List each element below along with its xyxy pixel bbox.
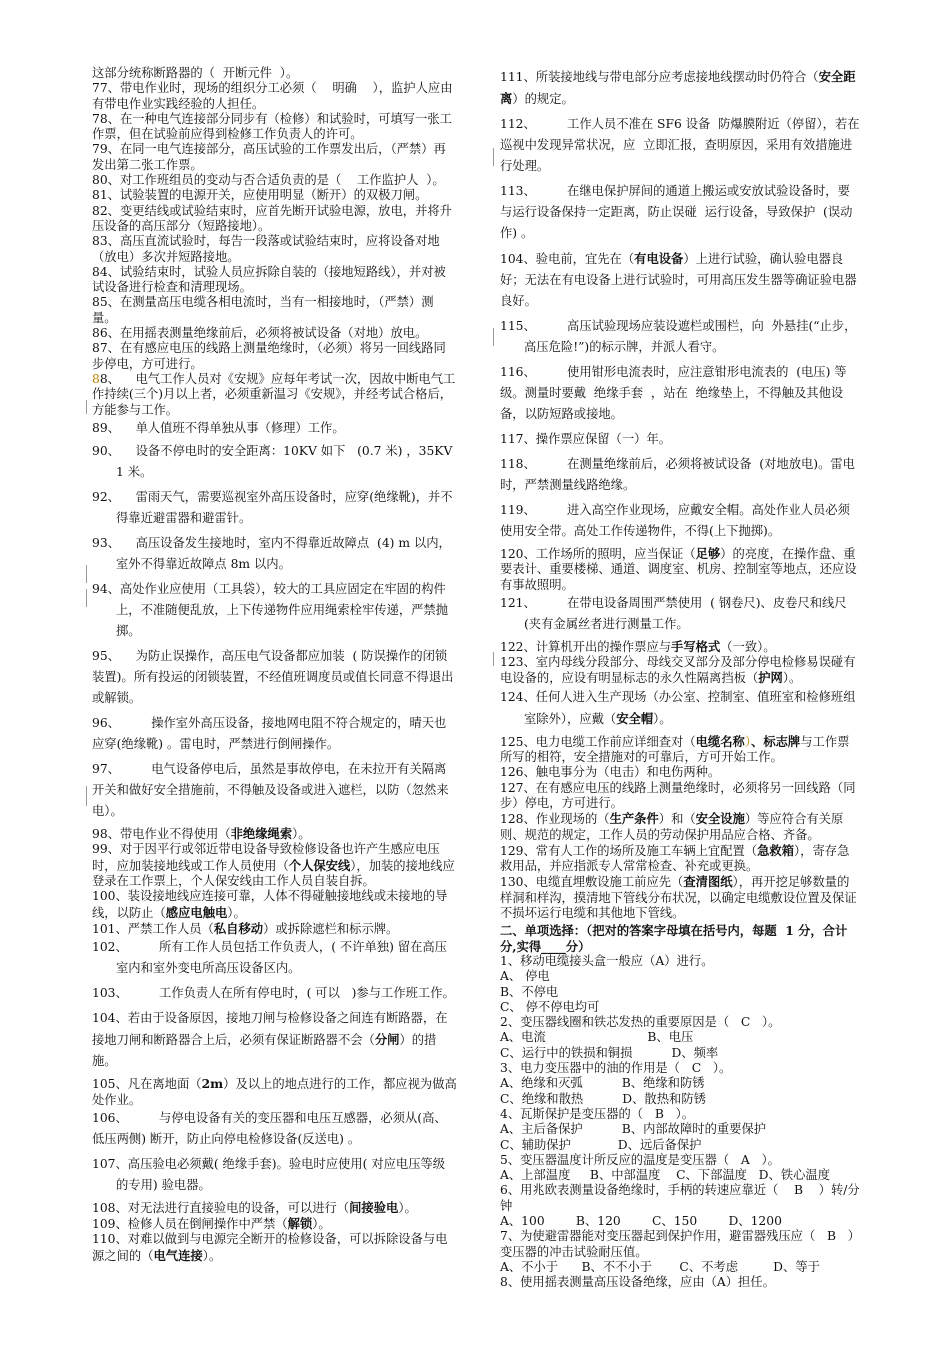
margin-mark [86, 589, 87, 607]
question-item: 119、 进入高空作业现场，应戴安全帽。高处作业人员必须使用安全带。高处工作传递物件，不得(上下抛掷)。 [500, 503, 850, 538]
question-item: 108、对无法进行直接验电的设备，可以进行（间接验电）。 [92, 1199, 417, 1215]
section-heading: 二、单项选择：（把对的答案字母填在括号内，每题 1 分，合计 分,实得____分） [500, 923, 873, 954]
option-line: C、 停不停电均可 [500, 999, 600, 1014]
question-item: 77、带电作业时，现场的组织分工必须（ 明确 ），监护人应由有带电作业实践经验的人担任。 [92, 81, 453, 111]
question-item: 126、触电事分为（电击）和电伤两种。 [500, 765, 721, 780]
question-item: 78、在一种电气连接部分同步有（检修）和试验时，可填写一张工作票，但在试验前应得到检修工作负责人的许可。 [92, 111, 452, 142]
question-item: 125、电力电缆工作前应详细查对（电缆名称）、标志牌与工作票所写的相符，安全措施对的可靠后，方可开始工作。 [500, 733, 850, 765]
question-item: 122、计算机开出的操作票应与手写格式（一致）。 [500, 638, 776, 654]
question-item: 100、装设接地线应连接可靠，人体不得碰触接地线或未接地的导线，以防止（感应电触电）。 [92, 889, 448, 920]
question-item: 115、 高压试验现场应装设遮栏或围栏，向 外悬挂(“止步，高压危险!”)的标示牌，并派人看守。 [500, 319, 857, 354]
question-item: 84、试验结束时，试验人员应拆除自装的（接地短路线），并对被试设备进行检查和清理现场。 [92, 264, 446, 295]
question-item: 6、用兆欧表测量设备绝缘时，手柄的转速应靠近（ B ）转/分钟 [500, 1183, 860, 1213]
question-item: 86、在用摇表测量绝缘前后，必须将被试设备（对地）放电。 [92, 326, 428, 341]
question-item: 112、 工作人员不准在 SF6 设备 防爆膜附近（停留），若在巡视中发现异常状况，应 立即汇报，查明原因，采用有效措施进行处理。 [500, 117, 860, 173]
question-item: 95、 为防止误操作，高压电气设备都应加装 ( 防误操作的闭锁装置)。所有投运的闭锁装置，不经值班调度员或值长同意不得退出或解锁。 [92, 649, 454, 706]
question-item: 97、 电气设备停电后，虽然是事故停电，在未拉开有关隔离开关和做好安全措施前，不得触及设备或进入遮栏，以防（忽然来电）。 [92, 762, 449, 819]
question-item: 104、验电前，宜先在（有电设备）上进行试验，确认验电器良好；无法在有电设备上进行试验时，可用高压发生器等确证验电器良好。 [500, 251, 857, 308]
question-item: 7、为使避雷器能对变压器起到保护作用，避雷器残压应（ B ）变压器的冲击试验耐压值。 [500, 1229, 854, 1259]
question-item: 118、 在测量绝缘前后，必须将被试设备 (对地放电)。雷电时，严禁测量线路绝缘。 [500, 457, 855, 492]
question-item: 81、试验装置的电源开关，应使用明显（断开）的双极刀闸。 [92, 188, 428, 203]
question-item: 120、工作场所的照明，应当保证（足够）的亮度，在操作盘、重要表计、重要楼梯、通道、调度室、机房、控制室等地点，还应设有事故照明。 [500, 546, 857, 592]
right-column [500, 66, 873, 1290]
option-line: C、运行中的铁损和铜损 D、频率 [500, 1045, 719, 1060]
question-item: 102、 所有工作人员包括工作负责人，( 不许单独) 留在高压室内和室外变电所高压设备区内。 [92, 940, 447, 976]
margin-mark [493, 652, 494, 666]
question-item: 93、 高压设备发生接地时，室内不得靠近故障点 (4) m 以内，室外不得靠近故障点 8m 以内。 [92, 536, 451, 572]
question-item: 129、常有人工作的场所及施工车辆上宜配置（急救箱），寄存急救用品，并应指派专人常常检查、补充或更换。 [500, 842, 850, 874]
question-item: 128、作业现场的（生产条件）和（安全设施）等应符合有关原则、规范的规定，工作人员的劳动保护用品应合格、齐备。 [500, 811, 844, 842]
option-line: A、电流 B、电压 [500, 1030, 694, 1045]
question-item: 8、使用摇表测量高压设备绝缘，应由（A）担任。 [500, 1275, 775, 1290]
question-item: 85、在测量高压电缆各相电流时，当有一相接地时，（严禁）测量。 [92, 295, 434, 325]
question-item: 92、 雷雨天气，需要巡视室外高压设备时，应穿(绝缘靴)，并不得靠近避雷器和避雷针。 [92, 490, 453, 526]
question-item: 124、任何人进入生产现场（办公室、控制室、值班室和检修班组室除外），应戴（安全帽）。 [500, 689, 856, 726]
question-item: 105、凡在离地面（2m）及以上的地点进行的工作，都应视为做高处作业。 [92, 1076, 457, 1107]
question-item: 2、变压器线圈和铁芯发热的重要原因是（ C ）。 [500, 1015, 781, 1030]
question-item: 107、高压验电必须戴( 绝缘手套)。验电时应使用( 对应电压等级的专用) 验电器。 [92, 1156, 446, 1192]
question-item: 这部分统称断路器的（ 开断元件 ）。 [92, 66, 299, 80]
option-line: A、绝缘和灭弧 B、绝缘和防锈 [500, 1076, 705, 1091]
option-line: A、上部温度 B、中部温度 C、下部温度 D、铁心温度 [500, 1168, 831, 1183]
question-item: 4、瓦斯保护是变压器的（ B ）。 [500, 1106, 695, 1121]
question-item: 80、对工作班组员的变动与否合适负责的是（ 工作监护人 ）。 [92, 173, 445, 188]
question-item: 121、 在带电设备周围严禁使用 ( 钢卷尺)、皮卷尺和线尺 (夹有金属丝者进行测量工作。 [500, 595, 851, 631]
question-item: 88、 电气工作人员对《安规》应每年考试一次，因故中断电气工作持续(三个)月以上者，必须重新温习《安规》，并经考试合格后，方能参与工作。 [92, 371, 456, 417]
question-item: 106、 与停电设备有关的变压器和电压互感器，必须从(高、低压两侧) 断开，防止向停电检修设备(反送电) 。 [92, 1110, 447, 1146]
margin-mark [493, 328, 494, 346]
question-item: 111、所装接地线与带电部分应考虑接地线摆动时仍符合（安全距离）的规定。 [500, 69, 856, 106]
question-item: 127、在有感应电压的线路上测量绝缘时，必须将另一回线路（同步）停电，方可进行。 [500, 780, 856, 810]
option-line: C、辅助保护 D、远后备保护 [500, 1137, 702, 1152]
question-item: 123、室内母线分段部分、母线交叉部分及部分停电检修易误碰有电设备的，应设有明显标志的永久性隔离挡板（护网）。 [500, 655, 856, 686]
question-item: 117、操作票应保留（一）年。 [500, 432, 672, 446]
question-item: 82、变更结线或试验结束时，应首先断开试验电源，放电，并将升压设备的高压部分（短路接地）。 [92, 203, 452, 233]
option-line: A、主后备保护 B、内部故障时的重要保护 [500, 1122, 767, 1137]
question-item: 116、 使用钳形电流表时，应注意钳形电流表的 (电压) 等级。测量时要戴 绝缘手套 ，站在 绝缘垫上，不得触及其他设备，以防短路或接地。 [500, 365, 847, 421]
margin-mark [86, 400, 87, 414]
question-item: 5、变压器温度计所反应的温度是变压器（ A ）。 [500, 1152, 780, 1167]
question-item: 110、对难以做到与电源完全断开的检修设备，可以拆除设备与电源之间的（电气连接）。 [92, 1232, 448, 1263]
margin-mark [493, 148, 494, 166]
option-line: C、绝缘和散热 D、散热和防锈 [500, 1091, 706, 1106]
question-item: 130、电缆直埋敷设施工前应先（查清图纸），再开挖足够数量的样洞和样沟，摸清地下管线分布状况，以确定电缆敷设位置及保证不损坏运行电缆和其他地下管线。 [500, 874, 857, 921]
question-item: 79、在同一电气连接部分，高压试验的工作票发出后，（严禁）再发出第二张工作票。 [92, 142, 446, 172]
question-item: 87、在有感应电压的线路上测量绝缘时，（必须）将另一回线路同步停电，方可进行。 [92, 341, 446, 371]
question-item: 94、高处作业应使用（工具袋），较大的工具应固定在牢固的构件上，不准随便乱放，上下传递物件应用绳索栓牢传递，严禁抛掷。 [92, 582, 449, 639]
question-item: 90、 设备不停电时的安全距离：10KV 如下 (0.7 米) ，35KV 1 米。 [92, 444, 457, 480]
question-item: 3、电力变压器中的油的作用是（ C ）。 [500, 1061, 732, 1076]
question-item: 98、带电作业不得使用（非绝缘绳索）。 [92, 826, 311, 842]
option-line: A、100 B、120 C、150 D、1200 [500, 1213, 782, 1228]
left-column [92, 66, 457, 1264]
question-item: 101、严禁工作人员（私自移动）或拆除遮栏和标示牌。 [92, 920, 399, 936]
question-item: 113、 在继电保护屏间的通道上搬运或安放试验设备时，要与运行设备保持一定距离，防止误碰 运行设备，导致保护 (误动作) 。 [500, 184, 853, 240]
question-item: 104、若由于设备原因，接地刀闸与检修设备之间连有断路器，在接地刀闸和断路器合上后，必须有保证断路器不会（分闸）的措施。 [92, 1011, 448, 1069]
question-item: 1、移动电缆接头盒一般应（A）进行。 [500, 953, 714, 968]
option-line: B、不停电 [500, 984, 559, 999]
question-item: 83、高压直流试验时，每告一段落或试验结束时，应将设备对地（放电）多次并短路接地。 [92, 234, 440, 264]
question-item: 89、 单人值班不得单独从事（修理）工作。 [92, 420, 345, 435]
highlight-digit: 8 [92, 371, 100, 386]
margin-mark [86, 565, 87, 583]
question-item: 109、检修人员在倒闸操作中严禁（解锁）。 [92, 1216, 331, 1232]
question-item: 103、 工作负责人在所有停电时，( 可以 )参与工作班工作。 [92, 986, 455, 1001]
option-line: A、不小于 B、不不小于 C、不考虑 D、等于 [500, 1259, 820, 1274]
option-line: A、 停电 [500, 969, 550, 984]
question-item: 96、 操作室外高压设备，接地网电阻不符合规定的，晴天也应穿(绝缘靴) 。雷电时，严禁进行倒闸操作。 [92, 716, 447, 752]
question-item: 99、对于因平行或邻近带电设备导致检修设备也许产生感应电压时，应加装接地线或工作人员使用（个人保安线），加装的接地线应登录在工作票上，个人保安线由工作人员自装自拆。 [92, 842, 455, 889]
margin-mark [86, 786, 87, 806]
